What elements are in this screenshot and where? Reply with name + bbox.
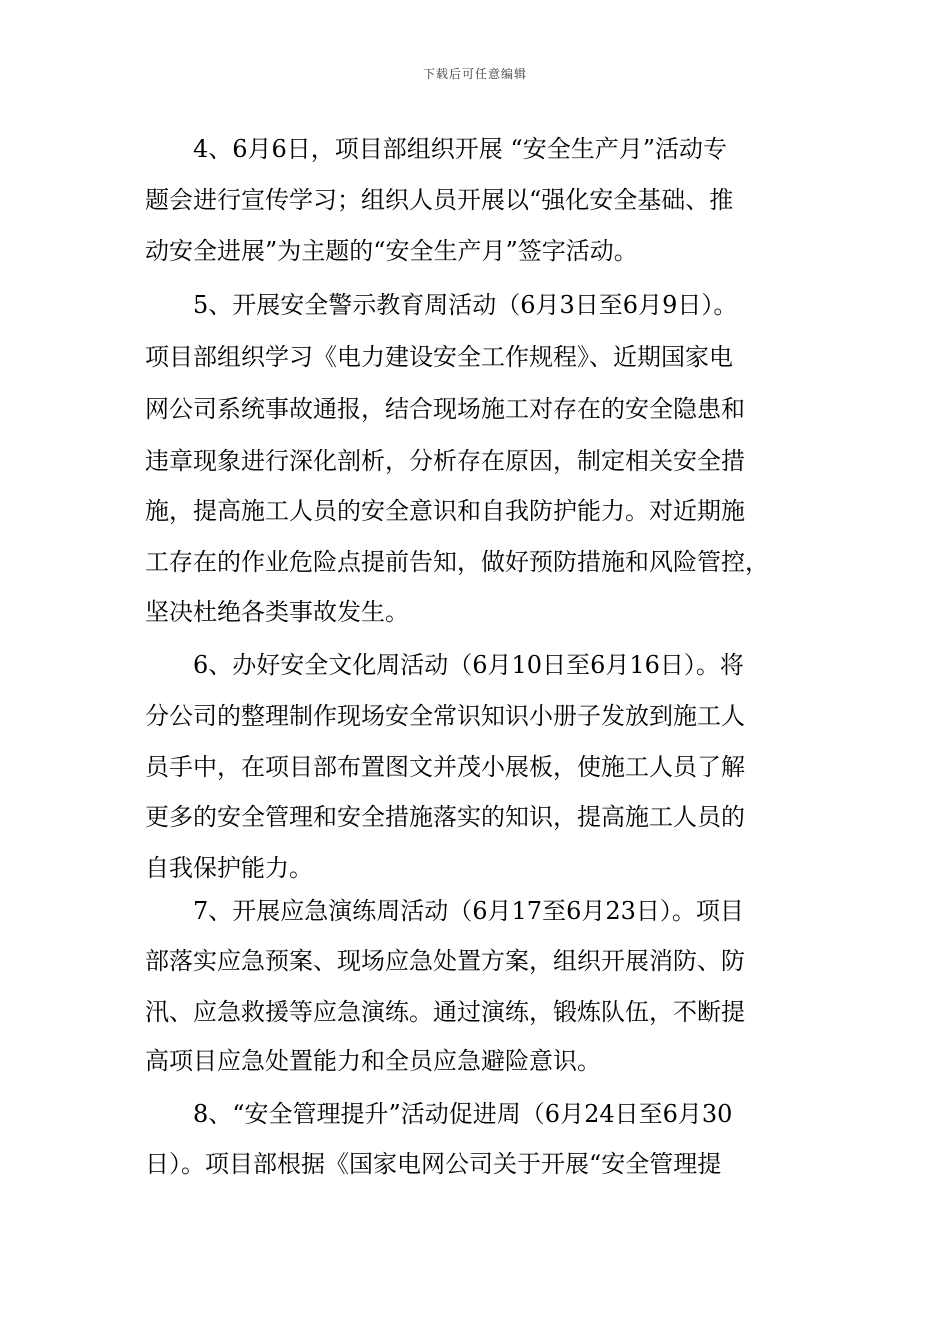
- body-line: 分公司的整理制作现场安全常识知识小册子发放到施工人: [145, 702, 745, 730]
- body-line: 高项目应急处置能力和全员应急避险意识。: [145, 1047, 601, 1075]
- body-line: 5、开展安全警示教育周活动（6月3日至6月9日）。: [145, 291, 738, 319]
- body-line: 施，提高施工人员的安全意识和自我防护能力。对近期施: [145, 497, 745, 525]
- body-line: 6、办好安全文化周活动（6月10日至6月16日）。将: [145, 651, 744, 679]
- body-line: 员手中，在项目部布置图文并茂小展板，使施工人员了解: [145, 753, 745, 781]
- body-line: 4、6月6日，项目部组织开展 “安全生产月”活动专: [145, 135, 727, 163]
- body-line: 自我保护能力。: [145, 854, 313, 882]
- header-note: 下载后可任意编辑: [422, 67, 527, 81]
- body-line: 动安全进展”为主题的“安全生产月”签字活动。: [145, 237, 638, 265]
- body-line: 8、“安全管理提升”活动促进周（6月24日至6月30: [145, 1100, 733, 1128]
- body-line: 项目部组织学习《电力建设安全工作规程》、近期国家电: [145, 343, 733, 371]
- body-line: 违章现象进行深化剖析，分析存在原因，制定相关安全措: [145, 447, 745, 475]
- body-line: 工存在的作业危险点提前告知，做好预防措施和风险管控，: [145, 548, 769, 576]
- body-line: 部落实应急预案、现场应急处置方案，组织开展消防、防: [145, 947, 745, 975]
- body-line: 更多的安全管理和安全措施落实的知识，提高施工人员的: [145, 803, 745, 831]
- body-line: 题会进行宣传学习；组织人员开展以“强化安全基础、推: [145, 186, 734, 214]
- body-line: 网公司系统事故通报，结合现场施工对存在的安全隐患和: [145, 395, 745, 423]
- body-line: 日）。项目部根据《国家电网公司关于开展“安全管理提: [145, 1150, 722, 1178]
- body-line: 7、开展应急演练周活动（6月17至6月23日）。项目: [145, 897, 744, 925]
- body-line: 汛、应急救援等应急演练。通过演练，锻炼队伍，不断提: [145, 998, 745, 1026]
- body-line: 坚决杜绝各类事故发生。: [145, 598, 409, 626]
